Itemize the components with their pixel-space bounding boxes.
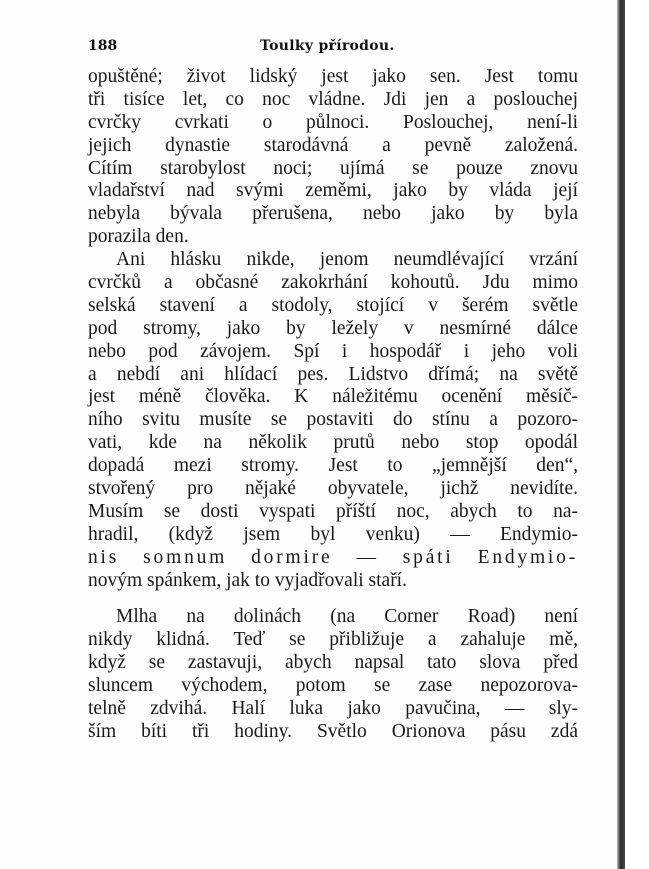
text-line: Musím se dosti vyspati příští noc, abych to na- <box>88 500 578 522</box>
text-line: nikdy klidná. Teď se přibližuje a zahaluje mě, <box>88 629 578 651</box>
text-line: dopadá mezi stromy. Jest to „jemnější den“, <box>88 455 578 477</box>
text-line: Ani hlásku nikde, jenom neumdlévající vrzání <box>116 249 578 271</box>
page-header <box>88 38 588 58</box>
text-line: jejich dynastie starodávná a pevně založená. <box>88 134 578 156</box>
text-line: a nebdí ani hlídací pes. Lidstvo dřímá; na světě <box>88 363 578 385</box>
page-number: 188 <box>88 38 118 54</box>
text-line: jest méně člověka. K náležitému ocenění měsíč- <box>88 386 578 408</box>
body-text <box>88 66 578 744</box>
text-line: Mlha na dolinách (na Corner Road) není <box>116 606 578 628</box>
text-line: sluncem východem, potom se zase nepozorova- <box>88 675 578 697</box>
text-line: novým spánkem, jak to vyjadřovali staří. <box>88 569 407 591</box>
text-line: nis somnum dormire — spáti Endymio- <box>88 546 578 568</box>
text-line: pod stromy, jako by ležely v nesmírné dálce <box>88 317 578 339</box>
text-line: vladařství nad svými zeměmi, jako by vláda její <box>88 180 578 202</box>
text-line: telně zdvihá. Halí luka jako pavučina, — sly- <box>88 698 578 720</box>
text-line: stvořený pro nějaké obyvatele, jichž nevidíte. <box>88 478 578 500</box>
paragraph-gap <box>88 592 578 606</box>
text-line: nebo pod závojem. Spí i hospodář i jeho voli <box>88 340 578 362</box>
paragraph <box>88 606 578 743</box>
text-line: ším bíti tři hodiny. Světlo Orionova pásu zdá <box>88 720 578 742</box>
text-line: Cítím starobylost noci; ujímá se pouze znovu <box>88 157 578 179</box>
text-line: porazila den. <box>88 226 189 248</box>
text-line: selská stavení a stodoly, stojící v šerém světle <box>88 294 578 316</box>
paragraph <box>88 249 578 592</box>
text-line: ního svitu musíte se postaviti do stínu a pozoro- <box>88 409 578 431</box>
text-line: hradil, (když jsem byl venku) — Endymio- <box>88 523 578 545</box>
text-line: opuštěné; život lidský jest jako sen. Jest tomu <box>88 66 578 87</box>
text-line: tři tisíce let, co noc vládne. Jdi jen a poslouchej <box>88 88 578 110</box>
text-line: když se zastavuji, abych napsal tato slova před <box>88 652 578 674</box>
paragraph <box>88 66 578 249</box>
page-gutter-shadow <box>617 0 625 869</box>
text-line: vati, kde na několik prutů nebo stop opodál <box>88 432 578 454</box>
text-line: cvrčků a občasné zakokrhání kohoutů. Jdu mimo <box>88 272 578 294</box>
text-line: nebyla bývala přerušena, nebo jako by byla <box>88 203 578 225</box>
running-title: Toulky přírodou. <box>260 38 395 54</box>
text-line: cvrčky cvrkati o půlnoci. Poslouchej, není-li <box>88 111 578 133</box>
page-edge <box>625 0 649 869</box>
